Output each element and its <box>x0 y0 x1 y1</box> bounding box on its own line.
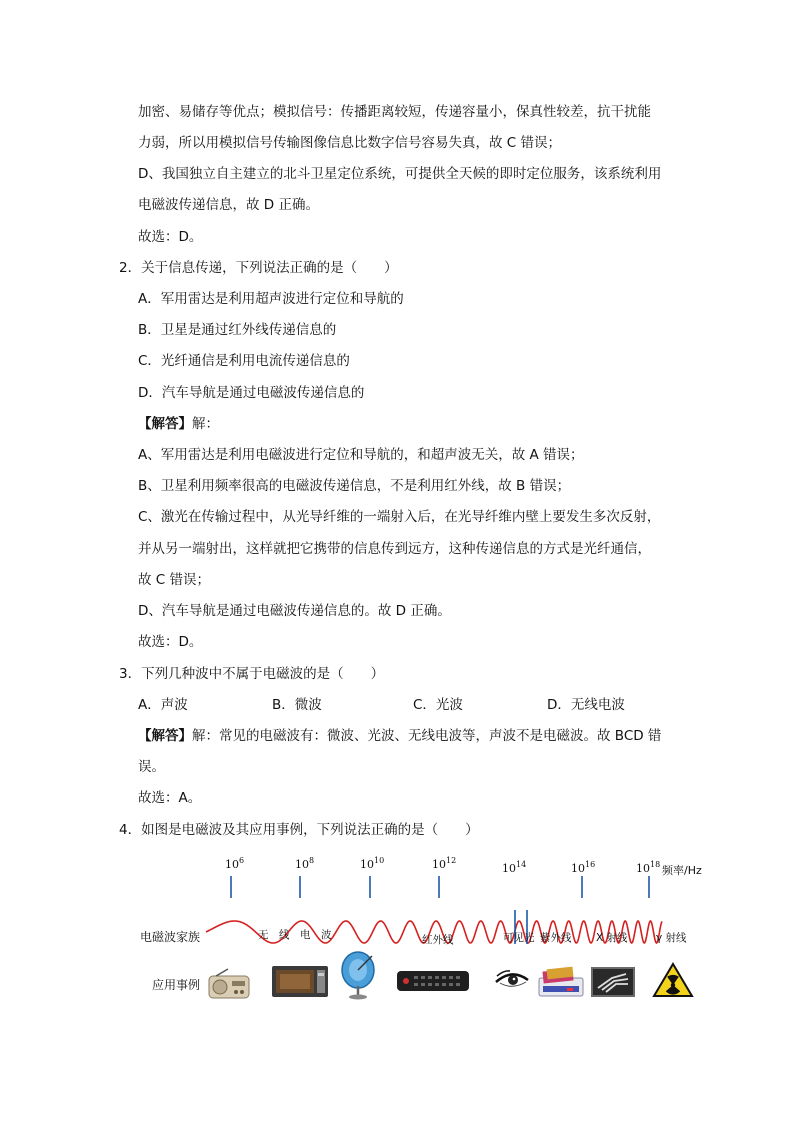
em-spectrum-figure <box>0 850 794 1010</box>
radio-icon <box>206 968 252 1000</box>
microwave-oven-icon <box>271 964 329 998</box>
answer-heading <box>138 415 219 433</box>
question-stem: 3．下列几种波中不属于电磁波的是（ ） <box>119 666 385 682</box>
band-infrared-label: 红外线 <box>422 934 454 946</box>
satellite-dish-icon <box>338 950 382 1000</box>
band-gamma-label: γ 射线 <box>656 932 687 944</box>
text-line: 加密、易储存等优点；模拟信号：传播距离较短，传递容量小，保真性较差，抗干扰能 <box>138 104 651 120</box>
explain-line: A、军用雷达是利用电磁波进行定位和导航的，和超声波无关，故 A 错误； <box>138 447 584 463</box>
option-d: D．无线电波 <box>547 697 625 713</box>
option-b: B．卫星是通过红外线传递信息的 <box>138 322 337 338</box>
tick-label: $10^{14}$ <box>502 860 527 875</box>
answer-tag: 【解答】 <box>138 416 192 432</box>
explain-line: D、汽车导航是通过电磁波传递信息的。故 D 正确。 <box>138 603 451 619</box>
tick-label: $10^{10}$ <box>360 856 385 871</box>
band-xray-label: X 射线 <box>596 932 628 944</box>
choice-line: 故选：D。 <box>138 634 203 650</box>
option-a: A．军用雷达是利用超声波进行定位和导航的 <box>138 291 404 307</box>
question-stem: 4．如图是电磁波及其应用事例，下列说法正确的是（ ） <box>119 822 479 838</box>
tick-label: $10^{12}$ <box>432 856 457 871</box>
application-label: 应用事例 <box>152 978 201 992</box>
question-stem: 2．关于信息传递，下列说法正确的是（ ） <box>119 260 398 276</box>
choice-line: 故选：D。 <box>138 229 203 245</box>
answer-line <box>138 727 661 745</box>
text-line: D、我国独立自主建立的北斗卫星定位系统，可提供全天候的即时定位服务，该系统利用 <box>138 166 662 182</box>
tick-label: $10^{18}$ <box>636 860 661 875</box>
answer-tag: 【解答】 <box>138 728 192 744</box>
band-ultraviolet-label: 紫外线 <box>540 932 572 944</box>
xray-film-icon <box>590 966 636 998</box>
radiation-warning-icon <box>652 962 694 998</box>
option-a: A．声波 <box>138 697 188 713</box>
band-visible-label: 可见光 <box>503 932 535 944</box>
option-d: D．汽车导航是通过电磁波传递信息的 <box>138 385 365 401</box>
eye-icon <box>494 966 530 994</box>
text-line: 力弱，所以用模拟信号传输图像信息比数字信号容易失真，故 C 错误； <box>138 135 562 151</box>
tick-label: $10^8$ <box>295 856 315 871</box>
tick-label: $10^{16}$ <box>571 860 596 875</box>
explain-line: 故 C 错误； <box>138 572 211 588</box>
remote-control-icon <box>396 968 470 994</box>
banknote-detector-icon <box>537 966 585 998</box>
answer-intro: 解： <box>192 416 219 432</box>
text-line: 电磁波传递信息，故 D 正确。 <box>138 197 319 213</box>
explain-line: 并从另一端射出，这样就把它携带的信息传到远方，这种传递信息的方式是光纤通信， <box>138 541 651 557</box>
frequency-unit-label: 频率/Hz <box>662 864 702 877</box>
explain-line: C、激光在传输过程中，从光导纤维的一端射入后，在光导纤维内壁上要发生多次反射， <box>138 509 661 525</box>
answer-text: 解：常见的电磁波有：微波、光波、无线电波等，声波不是电磁波。故 BCD 错 <box>192 728 662 744</box>
option-c: C．光波 <box>413 697 463 713</box>
choice-line: 故选：A。 <box>138 790 202 806</box>
band-radio-label: 无 线 电 波 <box>258 929 332 941</box>
answer-line: 误。 <box>138 759 165 775</box>
tick-label: $10^6$ <box>225 856 245 871</box>
option-c: C．光纤通信是利用电流传递信息的 <box>138 353 350 369</box>
option-b: B．微波 <box>272 697 322 713</box>
explain-line: B、卫星利用频率很高的电磁波传递信息，不是利用红外线，故 B 错误； <box>138 478 571 494</box>
family-label: 电磁波家族 <box>140 930 201 944</box>
options-row <box>0 696 794 714</box>
em-wave <box>0 870 794 970</box>
